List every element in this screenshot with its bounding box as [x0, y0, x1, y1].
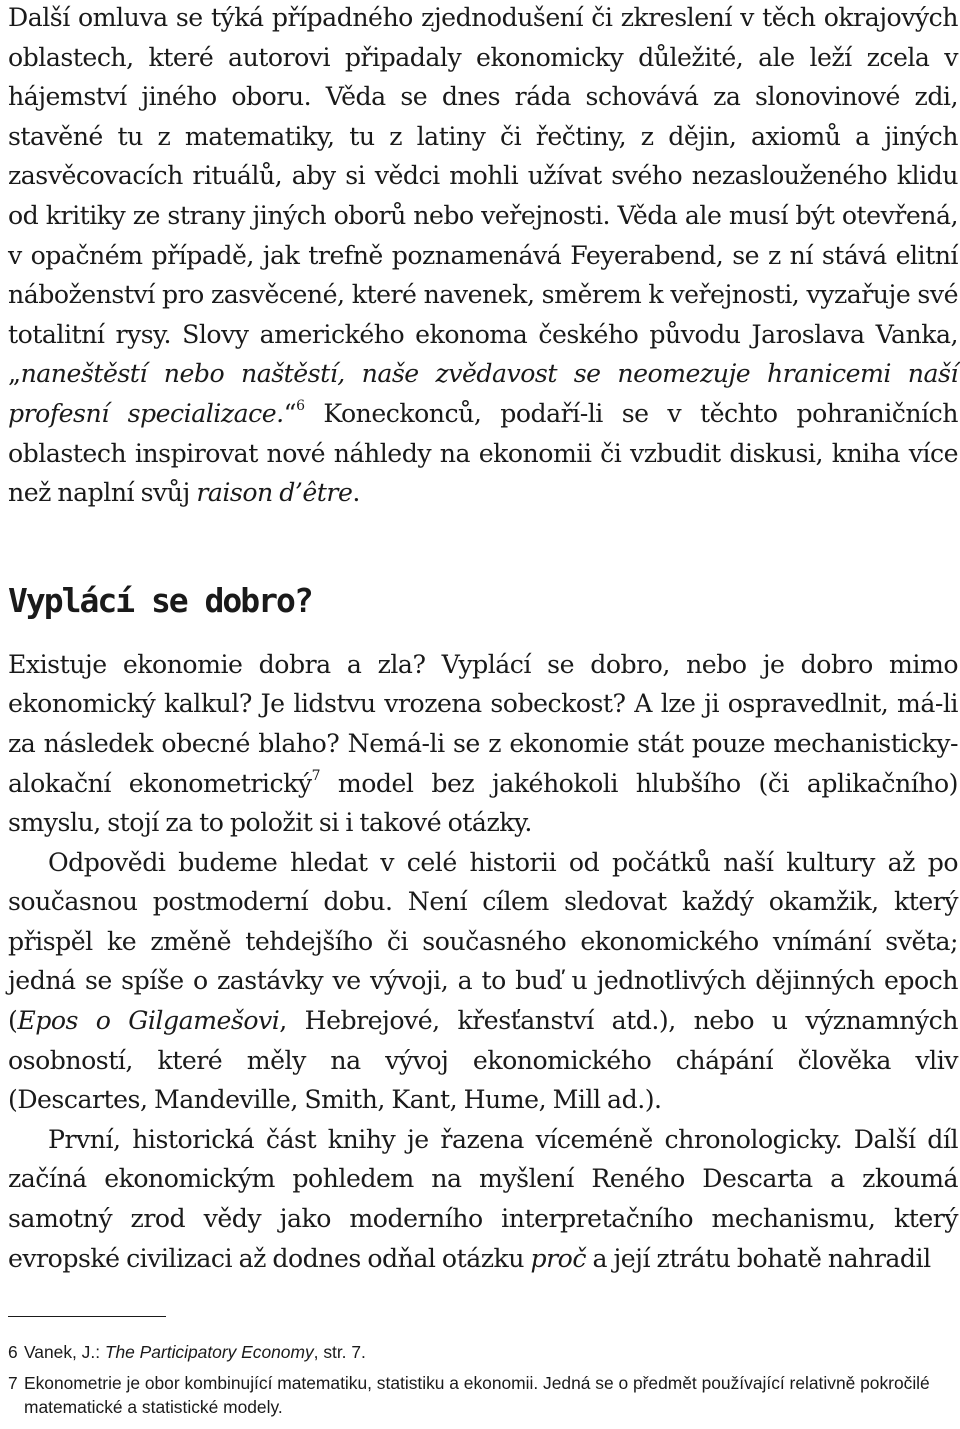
- intro-text: Další omluva se týká případného zjednodušení či zkreslení v těch okrajových oblastech, které autorovi připadaly ekonomicky důležité, ale leží zcela v hájemství jiného oboru. Věda se dnes ráda schovává za slonovinové zdi, stavěné tu z matematiky, tu z latiny či řečtiny, z dějin, axiomů a jiných zasvěcovacích rituálů, aby si vědci mohli užívat svého nezaslouženého klidu od kritiky ze strany jiných oborů nebo veřejnosti. Věda ale musí být otevřená, v opačném případě, jak trefně poznamenává Feyerabend, se z ní stává elitní náboženství pro zasvěcené, které navenek, směrem k veřejnosti, vyzařuje své totalitní rysy. Slovy amerického ekonoma českého původu Jaroslava Vanka, „: [8, 3, 958, 389]
- footnote-ref-6[interactable]: 6: [296, 397, 305, 414]
- paragraph-structure-text-end: a její ztrátu bohatě nahradil: [585, 1243, 931, 1273]
- footnote-6: [8, 1340, 958, 1365]
- footnote-book-title: The Participatory Economy: [104, 1342, 314, 1362]
- footnote-ref-7[interactable]: 7: [311, 767, 320, 784]
- paragraph-history: [8, 843, 958, 1120]
- paragraph-questions-text: Existuje ekonomie dobra a zla? Vyplácí se dobro, nebo je dobro mimo ekonomický kalkul? Je lidstvu vrozena sobeckost? A lze ji ospravedlnit, má-li za následek obecné blaho? Nemá-li se z ekonomie stát pouze mechanisticky-alokační ekonometrický: [8, 649, 958, 798]
- paragraph-structure-text: První, historická část knihy je řazena víceméně chronologicky. Další díl začíná ekonomickým pohledem na myšlení Reného Descarta a zkoumá samotný zrod vědy jako moderního interpretačního mechanismu, který evropské civilizaci až dodnes odňal otázku: [8, 1124, 958, 1273]
- paragraph-questions-text-end: model bez jakéhokoli hlubšího (či aplikačního) smyslu, stojí za to položit si i takové otázky.: [8, 768, 959, 838]
- page-content: [8, 0, 958, 1278]
- intro-text-continued: Koneckonců, podaří-li se v těchto pohraničních oblastech inspirovat nové náhledy na ekonomii či vzbudit diskusi, kniha více než naplní svůj: [8, 398, 958, 508]
- footnote-author: Vanek, J.:: [24, 1342, 105, 1362]
- footnote-number: 6: [8, 1342, 18, 1362]
- section-heading: Vyplácí se dobro?: [8, 580, 312, 620]
- vanek-quote: naneštěstí nebo naštěstí, naše zvědavost se neomezuje hranicemi naší profesní specializace.: [8, 359, 958, 428]
- paragraph-history-text: Odpovědi budeme hledat v celé historii od počátků naší kultury až po současnou postmoderní dobu. Není cílem sledovat každý okamžik, který přispěl ke změně tehdejšího či současného ekonomického vnímání světa; jedná se spíše o zastávky ve vývoji, a to buď u jednotlivých dějinných epoch (: [8, 847, 958, 1036]
- footnotes: [8, 1340, 958, 1426]
- paragraph-history-text-end: , Hebrejové, křesťanství atd.), nebo u významných osobností, které měly na vývoj ekonomického chápání člověka vliv (Descartes, Mandeville, Smith, Kant, Hume, Mill ad.).: [8, 1006, 958, 1115]
- paragraph-questions: [8, 645, 958, 843]
- quote-close: “: [283, 398, 297, 428]
- intro-text-end: .: [352, 478, 360, 508]
- footnote-number: 7: [8, 1372, 18, 1393]
- epos-title: Epos o Gilgamešovi: [17, 1006, 280, 1036]
- paragraph-structure: [8, 1120, 958, 1278]
- footnote-page: , str. 7.: [313, 1342, 366, 1362]
- footnote-text: Ekonometrie je obor kombinující matematiku, statistiku a ekonomii. Jedná se o předmět používající relativně pokročilé matematické a statistické modely.: [24, 1372, 930, 1417]
- raison-detre: raison d’être: [196, 478, 353, 508]
- footnote-divider: [8, 1316, 166, 1317]
- proc-word: proč: [530, 1243, 586, 1273]
- intro-paragraph: [8, 0, 958, 513]
- footnote-7: [8, 1371, 958, 1420]
